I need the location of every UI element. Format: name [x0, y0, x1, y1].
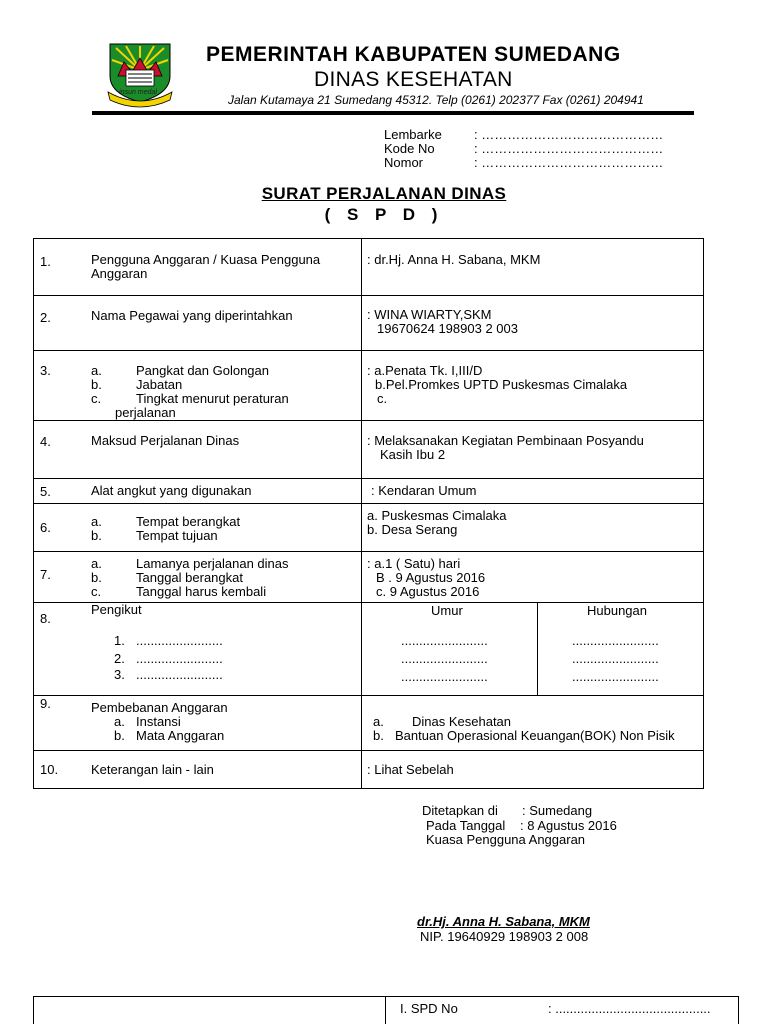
companion-name: ........................ — [136, 633, 223, 648]
row-number: 10. — [40, 762, 59, 777]
row-label: Anggaran — [91, 266, 148, 281]
date-value: : 8 Agustus 2016 — [520, 818, 617, 833]
row-letter: a. — [91, 514, 102, 529]
date-label: Pada Tanggal — [426, 818, 506, 833]
spd-number-value: : ........................................... — [548, 1001, 711, 1016]
table-rule — [33, 295, 704, 296]
row-label: Tempat berangkat — [136, 514, 241, 529]
agency-address: Jalan Kutamaya 21 Sumedang 45312. Telp (0261) 202377 Fax (0261) 204941 — [228, 93, 644, 107]
row-label: Tempat tujuan — [136, 528, 218, 543]
column-header-hubungan: Hubungan — [587, 603, 647, 618]
companion-name: ........................ — [136, 651, 223, 666]
meta-value: : …………………………………… — [474, 141, 664, 156]
signer-nip: NIP. 19640929 198903 2 008 — [420, 929, 589, 944]
row-letter: b. — [373, 728, 384, 743]
row-value: : Lihat Sebelah — [367, 762, 454, 777]
row-label: Pangkat dan Golongan — [136, 363, 269, 378]
companion-age: ........................ — [401, 651, 488, 666]
row-label: Instansi — [136, 714, 181, 729]
companion-number: 2. — [114, 651, 125, 666]
row-value: : Melaksanakan Kegiatan Pembinaan Posyandu — [367, 433, 644, 448]
meta-kode — [384, 141, 663, 156]
row-number: 6. — [40, 520, 51, 535]
government-title: PEMERINTAH KABUPATEN SUMEDANG — [206, 43, 621, 66]
row-value: B . 9 Agustus 2016 — [376, 570, 486, 585]
row-label: Maksud Perjalanan Dinas — [91, 433, 240, 448]
district-logo — [104, 40, 176, 108]
meta-label: Lembarke — [384, 127, 442, 142]
table-rule — [33, 478, 704, 479]
row-label: Mata Anggaran — [136, 728, 225, 743]
row-label: Lamanya perjalanan dinas — [136, 556, 289, 571]
row-number: 5. — [40, 484, 51, 499]
table-rule — [33, 750, 704, 751]
row-letter: a. — [373, 714, 384, 729]
row-label: Jabatan — [136, 377, 183, 392]
meta-nomor — [384, 155, 663, 170]
row-label: Tanggal berangkat — [136, 570, 243, 585]
row-label: perjalanan — [115, 405, 176, 420]
table-rule — [33, 788, 704, 789]
companion-age: ........................ — [401, 633, 488, 648]
row-letter: a. — [91, 556, 102, 571]
footer-rule — [33, 996, 34, 1024]
row-value: Kasih Ibu 2 — [380, 447, 446, 462]
companion-number: 3. — [114, 667, 125, 682]
row-number: 9. — [40, 696, 51, 711]
meta-value: : …………………………………… — [474, 127, 664, 142]
row-number: 7. — [40, 567, 51, 582]
table-rule — [537, 602, 538, 696]
meta-label: Kode No — [384, 141, 435, 156]
row-value: : WINA WIARTY,SKM — [367, 307, 492, 322]
row-label: Nama Pegawai yang diperintahkan — [91, 308, 293, 323]
companion-relation: ........................ — [572, 651, 659, 666]
row-letter: c. — [91, 584, 102, 599]
meta-label: Nomor — [384, 155, 424, 170]
row-label: Tanggal harus kembali — [136, 584, 267, 599]
table-rule — [33, 695, 704, 696]
row-value: : dr.Hj. Anna H. Sabana, MKM — [367, 252, 541, 267]
table-rule — [33, 238, 34, 789]
companion-number: 1. — [114, 633, 125, 648]
table-rule — [703, 238, 704, 789]
row-value: c. — [377, 391, 388, 406]
row-label: Alat angkut yang digunakan — [91, 483, 252, 498]
table-rule — [33, 238, 704, 239]
header-rule — [92, 111, 694, 115]
row-letter: b. — [91, 528, 102, 543]
table-rule — [33, 420, 704, 421]
table-rule — [33, 503, 704, 504]
row-number: 8. — [40, 611, 51, 626]
row-value: : Kendaran Umum — [371, 483, 477, 498]
row-value: b. Desa Serang — [367, 522, 458, 537]
table-rule — [361, 238, 362, 789]
row-label: Pengguna Anggaran / Kuasa Pengguna — [91, 252, 321, 267]
meta-lembar — [384, 127, 663, 142]
row-value: : a.Penata Tk. I,III/D — [367, 363, 483, 378]
place-label: Ditetapkan di — [422, 803, 498, 818]
footer-rule — [385, 996, 386, 1024]
row-value: 19670624 198903 2 003 — [377, 321, 518, 336]
row-number: 3. — [40, 363, 51, 378]
footer-rule — [738, 996, 739, 1024]
document-title: SURAT PERJALANAN DINAS — [261, 184, 507, 203]
row-letter: b. — [91, 377, 102, 392]
agency-name: DINAS KESEHATAN — [314, 68, 513, 91]
document-subtitle: ( S P D ) — [324, 205, 444, 224]
table-rule — [33, 551, 704, 552]
row-label: Keterangan lain - lain — [91, 762, 214, 777]
row-letter: b. — [91, 570, 102, 585]
row-number: 1. — [40, 254, 51, 269]
logo-motto: insun medal — [119, 89, 157, 96]
row-number: 4. — [40, 434, 51, 449]
row-number: 2. — [40, 310, 51, 325]
companion-age: ........................ — [401, 669, 488, 684]
row-letter: b. — [114, 728, 125, 743]
row-value: b.Pel.Promkes UPTD Puskesmas Cimalaka — [375, 377, 628, 392]
place-value: : Sumedang — [522, 803, 593, 818]
signer-role: Kuasa Pengguna Anggaran — [426, 832, 586, 847]
meta-value: : …………………………………… — [474, 155, 664, 170]
spd-number-label: I. SPD No — [400, 1001, 458, 1016]
row-letter: a. — [114, 714, 125, 729]
row-label: Pembebanan Anggaran — [91, 700, 228, 715]
companion-relation: ........................ — [572, 669, 659, 684]
row-value: a. Puskesmas Cimalaka — [367, 508, 507, 523]
row-label: Tingkat menurut peraturan — [136, 391, 289, 406]
row-letter: a. — [91, 363, 102, 378]
companion-relation: ........................ — [572, 633, 659, 648]
signer-name: dr.Hj. Anna H. Sabana, MKM — [417, 914, 590, 929]
footer-rule — [33, 996, 739, 997]
table-rule — [33, 350, 704, 351]
row-value: Dinas Kesehatan — [412, 714, 512, 729]
row-value: c. 9 Agustus 2016 — [376, 584, 480, 599]
column-header-umur: Umur — [431, 603, 463, 618]
row-letter: c. — [91, 391, 102, 406]
row-value: Bantuan Operasional Keuangan(BOK) Non Pisik — [395, 728, 675, 743]
companion-name: ........................ — [136, 667, 223, 682]
row-value: : a.1 ( Satu) hari — [367, 556, 461, 571]
row-label: Pengikut — [91, 602, 142, 617]
